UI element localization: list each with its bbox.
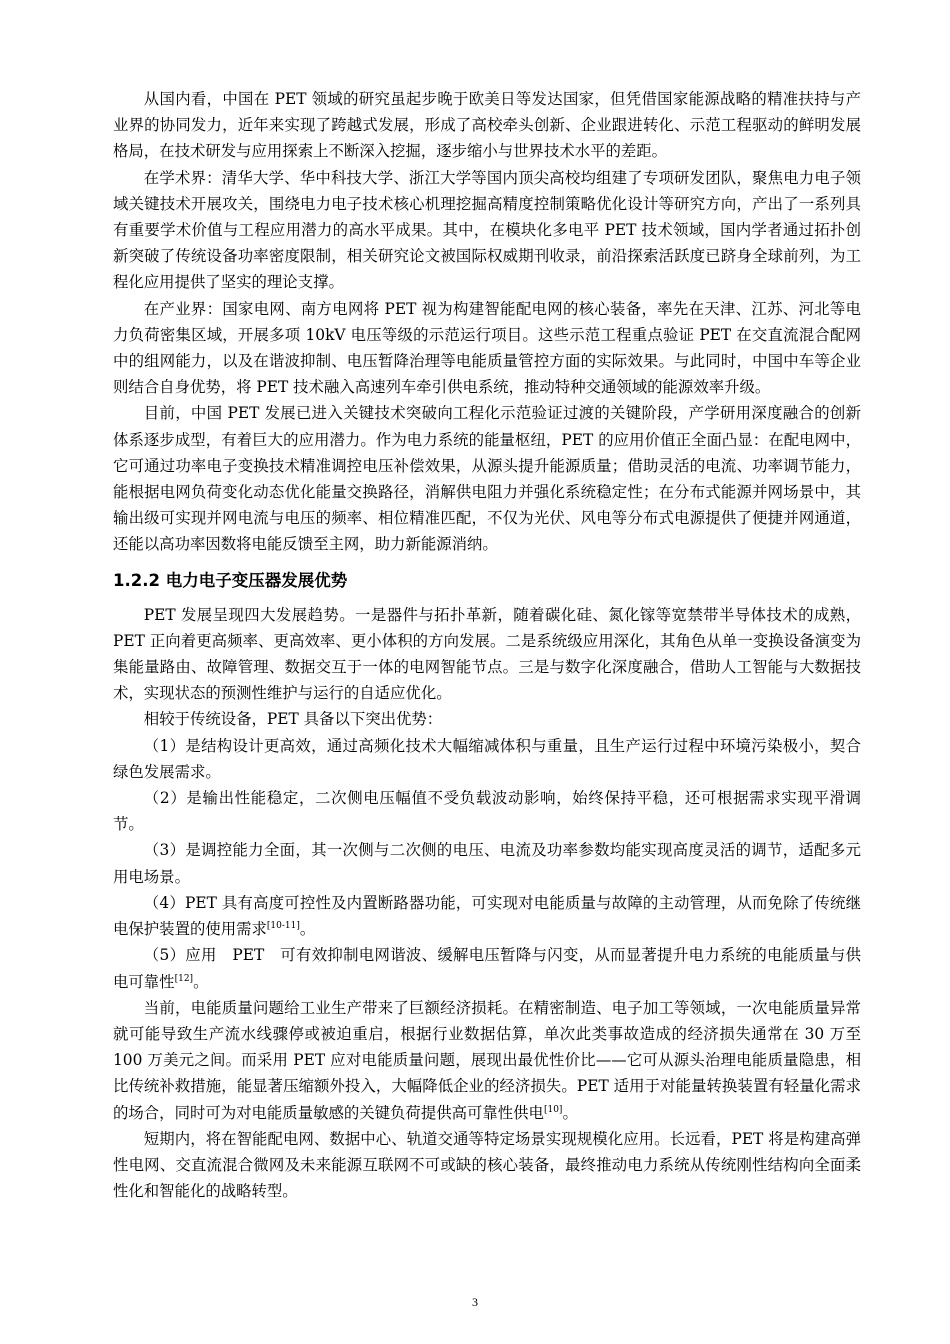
advantage-item-2: （2）是输出性能稳定，二次侧电压幅值不受负载波动影响，始终保持平稳，还可根据需求实现平滑调节。 xyxy=(113,789,861,834)
advantage-item-5 xyxy=(113,942,861,994)
section-heading: 1.2.2 电力电子变压器发展优势 xyxy=(113,570,348,590)
advantage-item-4-text: （4）PET 具有高度可控性及内置断路器功能，可实现对电能质量与故障的主动管理，从而免除了传统继电保护装置的使用需求 xyxy=(113,893,861,939)
advantage-item-1: （1）是结构设计更高效，通过高频化技术大幅缩减体积与重量，且生产运行过程中环境污染极小，契合绿色发展需求。 xyxy=(113,736,861,781)
page-number: 3 xyxy=(472,1295,478,1309)
page-body xyxy=(113,86,861,1204)
advantage-item-3: （3）是调控能力全面，其一次侧与二次侧的电压、电流及功率参数均能实现高度灵活的调节，适配多元用电场景。 xyxy=(113,841,861,886)
advantage-item-5-end: 。 xyxy=(193,972,209,991)
advantage-item-5-text: （5）应用 PET 可有效抑制电网谐波、缓解电压暂降与闪变，从而显著提升电力系统的电能质量与供电可靠性 xyxy=(113,946,861,991)
paragraph-current-status: 目前，中国 PET 发展已进入关键技术突破向工程化示范验证过渡的关键阶段，产学研用深度融合的创新体系逐步成型，有着巨大的应用潜力。作为电力系统的能量枢纽，PET 的应用价值正全面凸显：在配电网中，它可通过功率电子变换技术精准调控电压补偿效果，从源头提升能源质量；借助灵活的电流、功率调节能力，能根据电网负荷变化动态优化能量交换路径，消解供电阻力并强化系统稳定性；在分布式能源并网场景中，其输出级可实现并网电流与电压的频率、相位精准匹配，不仅为光伏、风电等分布式电源提供了便捷并网通道，还能以高功率因数将电能反馈至主网，助力新能源消纳。 xyxy=(113,404,861,554)
citation-12: [12] xyxy=(174,973,194,984)
paragraph-academia: 在学术界：清华大学、华中科技大学、浙江大学等国内顶尖高校均组建了专项研发团队，聚焦电力电子领域关键技术开展攻关，围绕电力电子技术核心机理挖掘高精度控制策略优化设计等研究方向，产出了一系列具有重要学术价值与工程应用潜力的高水平成果。其中，在模块化多电平 PET 技术领域，国内学者通过拓扑创新突破了传统设备功率密度限制，相关研究论文被国际权威期刊收录，前沿探索活跃度已跻身全球前列，为工程化应用提供了坚实的理论支撑。 xyxy=(113,168,861,292)
advantage-item-4-end: 。 xyxy=(299,920,316,939)
paragraph-outlook: 短期内，将在智能配电网、数据中心、轨道交通等特定场景实现规模化应用。长远看，PET 将是构建高弹性电网、交直流混合微网及未来能源互联网不可或缺的核心装备，最终推动电力系统从传统刚性结构向全面柔性化和智能化的战略转型。 xyxy=(113,1129,861,1201)
paragraph-power-quality-text: 当前，电能质量问题给工业生产带来了巨额经济损耗。在精密制造、电子加工等领域，一次电能质量异常就可能导致生产流水线骤停或被迫重启，根据行业数据估算，单次此类事故造成的经济损失通常在 30 万至 100 万美元之间。而采用 PET 应对电能质量问题，展现出最优性价比——它可从源头治理电能质量隐患，相比传统补救措施，能显著压缩额外投入，大幅降低企业的经济损失。PET 适用于对能量转换装置有轻量化需求的场合，同时可为对电能质量敏感的关键负荷提供高可靠性供电 xyxy=(113,998,861,1122)
paragraph-trends: PET 发展呈现四大发展趋势。一是器件与拓扑革新，随着碳化硅、氮化镓等宽禁带半导体技术的成熟，PET 正向着更高频率、更高效率、更小体积的方向发展。二是系统级应用深化，其角色从单一变换设备演变为集能量路由、故障管理、数据交互于一体的电网智能节点。三是与数字化深度融合，借助人工智能与大数据技术，实现状态的预测性维护与运行的自适应优化。 xyxy=(113,605,861,703)
paragraph-domestic-overview: 从国内看，中国在 PET 领域的研究虽起步晚于欧美日等发达国家，但凭借国家能源战略的精准扶持与产业界的协同发力，近年来实现了跨越式发展，形成了高校牵头创新、企业跟进转化、示范工程驱动的鲜明发展格局，在技术研发与应用探索上不断深入挖掘，逐步缩小与世界技术水平的差距。 xyxy=(113,90,861,161)
citation-10: [10] xyxy=(543,1104,563,1115)
paragraph-power-quality-end: 。 xyxy=(562,1103,578,1122)
citation-10-11: [10-11] xyxy=(266,921,300,932)
paragraph-advantages-intro: 相较于传统设备，PET 具备以下突出优势： xyxy=(143,710,443,729)
paragraph-industry: 在产业界：国家电网、南方电网将 PET 视为构建智能配电网的核心装备，率先在天津、江苏、河北等电力负荷密集区域，开展多项 10kV 电压等级的示范运行项目。这些示范工程重点验证 PET 在交直流混合配网中的组网能力，以及在谐波抑制、电压暂降治理等电能质量管控方面的实际效果。与此同时，中国中车等企业则结合自身优势，将 PET 技术融入高速列车牵引供电系统，推动特种交通领域的能源效率升级。 xyxy=(113,299,861,397)
paragraph-power-quality xyxy=(113,995,861,1126)
advantage-item-4 xyxy=(113,890,861,942)
